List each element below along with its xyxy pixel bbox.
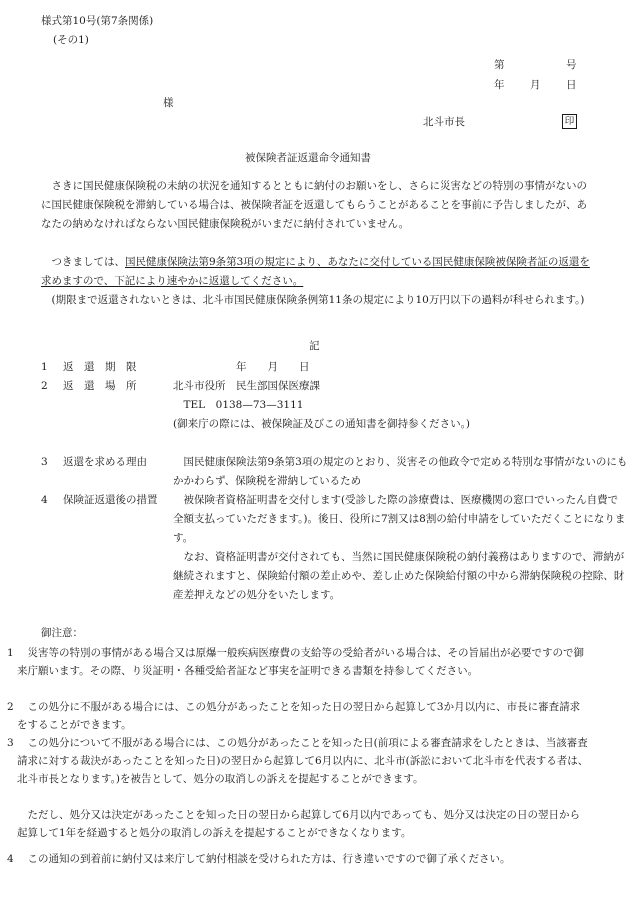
item-number: 3 — [41, 456, 48, 468]
note-number: 2 — [7, 701, 14, 713]
item-value: 年 月 日 — [173, 361, 310, 373]
seal-mark: 印 — [562, 114, 577, 129]
document-title: 被保険者証返還命令通知書 — [245, 152, 371, 164]
item-return-deadline — [41, 358, 630, 377]
note-item — [7, 734, 589, 788]
note-number: 4 — [7, 853, 14, 865]
item-number: 4 — [41, 494, 48, 506]
doc-number-label: 第 — [494, 59, 505, 71]
date-month: 月 — [530, 79, 541, 91]
note-item — [7, 850, 589, 868]
note-item — [7, 644, 589, 680]
item-value-line3: (御来庁の際には、被保険証及びこの通知書を御持参ください。) — [173, 418, 470, 430]
note-item — [7, 698, 589, 734]
date-year: 年 — [494, 79, 505, 91]
note-text: この通知の到着前に納付又は来庁して納付相談を受けられた方は、行き違いですので御了承ください。 — [17, 853, 511, 865]
item-value: 国民健康保険法第9条第3項の規定のとおり、災害その他政令で定める特別な事情がないのにもかかわらず、保険税を滞納しているため — [173, 456, 628, 487]
item-return-place — [41, 377, 630, 434]
item-label: 保険証返還後の措置 — [63, 494, 158, 506]
note-text: この処分に不服がある場合には、この処分があったことを知った日の翌日から起算して3か月以内に、市長に審査請求をすることができます。 — [17, 701, 581, 731]
addressee-honorific: 様 — [163, 97, 174, 109]
ki-heading: 記 — [309, 340, 320, 352]
note-item-proviso — [17, 806, 589, 842]
item-measures-after-return — [41, 491, 630, 606]
note-text: この処分について不服がある場合には、この処分があったことを知った日(前項による審査請求をしたときは、当該審査請求に対する裁決があったことを知った日)の翌日から起算して6月以内に、北斗市(訴訟において北斗市を代表する者は、北斗市長となります。)を被告として、処分の取消しの訴えを提起することができます。 — [17, 737, 589, 785]
body-paragraph-2 — [41, 253, 590, 291]
doc-number-suffix: 号 — [566, 59, 577, 71]
seal-stamp — [562, 114, 577, 129]
item-value-paragraph-1: 被保険者資格証明書を交付します(受診した際の診療費は、医療機関の窓口でいったん自費で全額支払っていただきます。)。後日、役所に7割又は8割の給付申請をしていただくことになります。 — [173, 494, 626, 544]
body-paragraph-2-lead: つきましては、 — [51, 256, 125, 268]
item-label: 返還を求める理由 — [63, 456, 147, 468]
note-number: 3 — [7, 737, 14, 749]
item-number: 1 — [41, 361, 48, 373]
body-paragraph-3: (期限まで返還されないときは、北斗市国民健康保険条例第11条の規定により10万円以下の過料が科せられます。) — [51, 294, 585, 306]
note-text: ただし、処分又は決定があったことを知った日の翌日から起算して6月以内であっても、処分又は決定の日の翌日から起算して1年を経過すると処分の取消しの訴えを提起することができなくなります。 — [17, 809, 580, 839]
form-number: 様式第10号(第7条関係) — [41, 15, 154, 27]
issuer-name: 北斗市長 — [423, 116, 465, 128]
notes-heading: 御注意： — [41, 627, 83, 639]
note-text: 災害等の特別の事情がある場合又は原爆一般疾病医療費の支給等の受給者がいる場合は、その旨届出が必要ですので御来庁願います。その際、り災証明・各種受給者証など事実を証明できる書類を持参してください。 — [17, 647, 584, 677]
sub-number: (その1) — [53, 34, 89, 46]
item-label: 返 還 期 限 — [63, 361, 137, 373]
date-day: 日 — [566, 79, 577, 91]
note-number: 1 — [7, 647, 14, 659]
item-number: 2 — [41, 380, 48, 392]
body-paragraph-1: さきに国民健康保険税の未納の状況を通知するとともに納付のお願いをし、さらに災害などの特別の事情がないのに国民健康保険税を滞納している場合は、被保険者証を返還してもらうことがあることを事前に予告しましたが、あなたの納めなければならない国民健康保険税がいまだに納付されていません。 — [41, 180, 587, 230]
item-value-paragraph-2: なお、資格証明書が交付されても、当然に国民健康保険税の納付義務はありますので、滞納が継続されますと、保険給付額の差止めや、差し止めた保険給付額の中から滞納保険税の控除、財産差押えなどの処分をいたします。 — [173, 551, 625, 601]
item-return-reason — [41, 453, 630, 491]
body-paragraph-2-underlined: 国民健康保険法第9条第3項の規定により、あなたに交付している国民健康保険被保険者証の返還を求めますので、下記により速やかに返還してください。 — [41, 256, 590, 287]
item-value-line2: TEL 0138—73—3111 — [173, 399, 304, 411]
item-label: 返 還 場 所 — [63, 380, 137, 392]
item-value-line1: 北斗市役所 民生部国保医療課 — [173, 380, 320, 392]
